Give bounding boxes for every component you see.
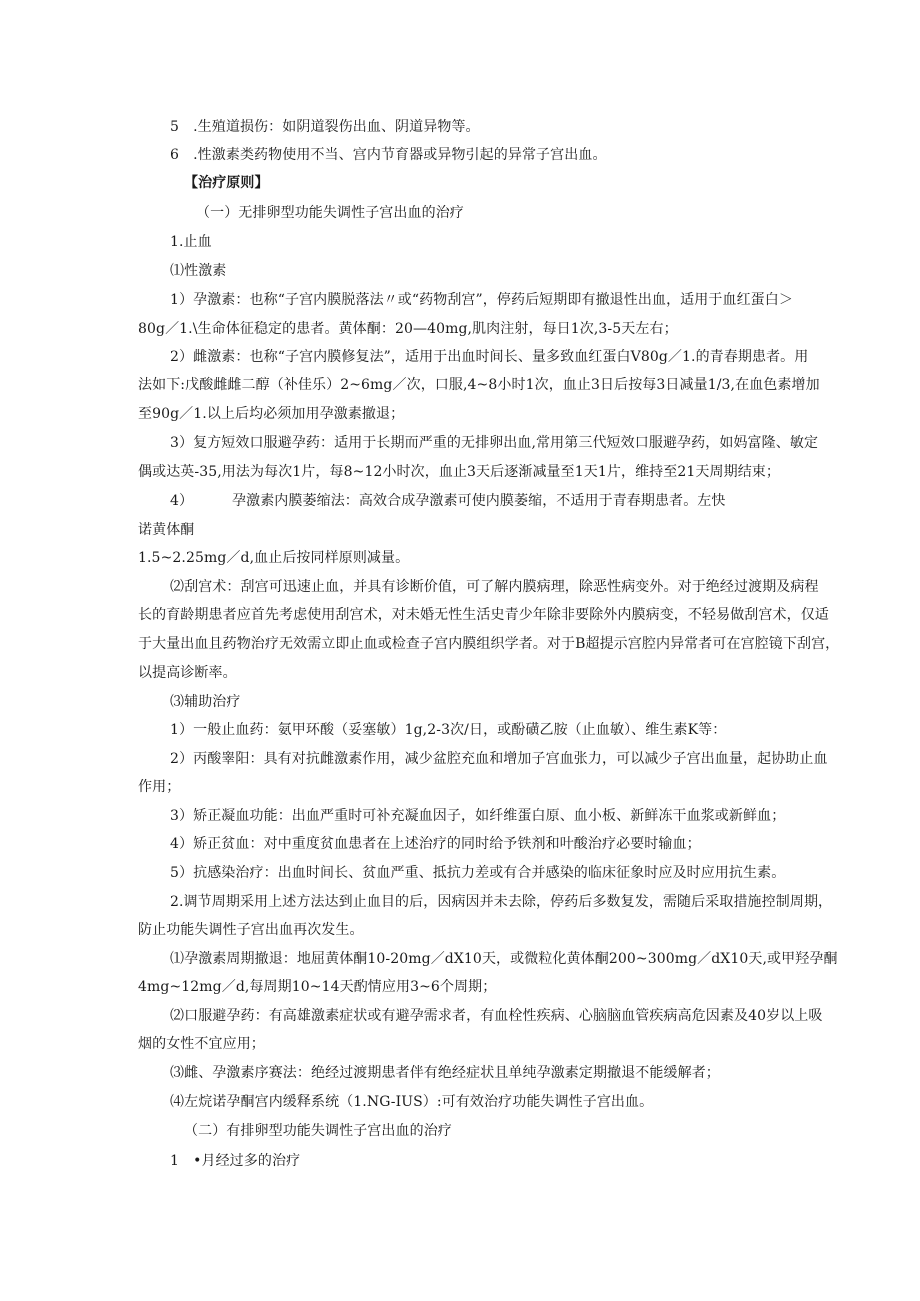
paragraph-line: 防止功能失调性子宫出血再次发生。 (138, 922, 364, 938)
paragraph-line: 3）复方短效口服避孕药：适用于长期而严重的无排卵出血,常用第三代短效口服避孕药，如妈富隆、敏定 (170, 435, 819, 451)
paragraph-line: 80g／1.\生命体征稳定的患者。黄体酮：20—40mg,肌肉注射，每日1次,3-5天左右； (138, 321, 678, 337)
paragraph-line: ⑶雌、孕激素序赛法：绝经过渡期患者伴有绝经症状且单纯孕激素定期撤退不能缓解者； (170, 1065, 720, 1081)
paragraph-line: 3）矫正凝血功能：出血严重时可补充凝血因子，如纤维蛋白原、血小板、新鲜冻干血浆或新鲜血； (170, 808, 786, 824)
paragraph-line: 4）矫正贫血：对中重度贫血患者在上述治疗的同时给予铁剂和叶酸治疗必要时输血； (170, 836, 701, 852)
item-menorrhagia: 1 •月经过多的治疗 (170, 1153, 301, 1169)
paragraph-line: 至90g／1.以上后均必须加用孕激素撤退； (138, 406, 405, 422)
item-sex-hormones: ⑴性激素 (170, 263, 227, 279)
paragraph-line: ⑴孕激素周期撤退：地屈黄体酮10-20mg／dX10天，或微粒化黄体酮200~300mg／dX10天,或甲羟孕酮 (170, 951, 838, 967)
paragraph-line: 1）孕激素：也称“子宫内膜脱落法〃或“药物刮宫”，停药后短期即有撤退性出血，适用于血红蛋白＞ (170, 292, 793, 308)
paragraph-line: ⑷左烷诺孕酮宫内缓释系统（1.NG-IUS）:可有效治疗功能失调性子宫出血。 (170, 1094, 654, 1110)
paragraph-line: 4mg~12mg／d,每周期10~14天酌情应用3~6个周期； (138, 979, 497, 995)
paragraph-line: 烟的女性不宜应用； (138, 1036, 265, 1052)
item-number: 4） (170, 493, 194, 509)
subsection-heading-1: （一）无排卵型功能失调性子宫出血的治疗 (196, 205, 464, 221)
section-heading-treatment: 【治疗原则】 (184, 175, 269, 191)
paragraph-line: 以提高诊断率。 (138, 665, 237, 681)
paragraph-line: 长的育龄期患者应首先考虑使用刮宫术，对未婚无性生活史青少年除非要除外内膜病变，不轻易做刮宫术，仅适 (138, 607, 829, 623)
item-auxiliary: ⑶辅助治疗 (170, 694, 241, 710)
paragraph-line: 5）抗感染治疗：出血时间长、贫血严重、抵抗力差或有合并感染的临床征象时应及时应用抗生素。 (170, 865, 786, 881)
paragraph-line: 2）丙酸睾阳：具有对抗雌激素作用，减少盆腔充血和增加子宫血张力，可以减少子宫出血量，起协助止血 (170, 751, 828, 767)
list-item-5: 5 .生殖道损伤：如阴道裂伤出血、阴道异物等。 (170, 119, 480, 135)
subsection-heading-2: （二）有排卵型功能失调性子宫出血的治疗 (184, 1123, 452, 1139)
paragraph-line: 1.5~2.25mg／d,血止后按同样原则减量。 (138, 550, 410, 566)
list-item-6: 6 .性激素类药物使用不当、宫内节育器或异物引起的异常子宫出血。 (170, 147, 607, 163)
paragraph-line: ⑵口服避孕药：有高雄激素症状或有避孕需求者，有血栓性疾病、心脑脑血管疾病高危因素及40岁以上吸 (170, 1008, 823, 1024)
paragraph-line: 1）一般止血药：氨甲环酸（妥塞敏）1g,2-3次/日，或酚磺乙胺（止血敏）、维生素K等： (170, 722, 727, 738)
paragraph-line: 诺黄体酮 (138, 522, 195, 538)
paragraph-line: ⑵刮宫术：刮宫可迅速止血，并具有诊断价值，可了解内膜病理，除恶性病变外。对于绝经过渡期及病程 (170, 579, 819, 595)
item-hemostasis: 1.止血 (170, 234, 212, 250)
paragraph-line: 2）雌激素：也称“子宫内膜修复法”，适用于出血时间长、量多致血红蛋白V80g／1.的青春期患者。用 (170, 349, 809, 365)
paragraph-line: 于大量出血且药物治疗无效需立即止血或检查子宫内膜组织学者。对于B超提示宫腔内异常者可在宫腔镜下刮宫， (138, 636, 840, 652)
paragraph-line: 孕激素内膜萎缩法：高效合成孕激素可使内膜萎缩，不适用于青春期患者。左快 (232, 493, 726, 509)
paragraph-line: 2.调节周期采用上述方法达到止血目的后，因病因并未去除，停药后多数复发，需随后采取措施控制周期， (170, 894, 833, 910)
paragraph-line: 偶或达英-35,用法为每次1片，每8~12小时次，血止3天后逐渐减量至1天1片，维持至21天周期结束； (138, 464, 780, 480)
paragraph-line: 法如下:戊酸雌雌二醇（补佳乐）2~6mg／次，口服,4~8小时1次，血止3日后按每3日减量1/3,在血色素增加 (138, 377, 820, 393)
paragraph-line: 作用； (138, 779, 181, 795)
